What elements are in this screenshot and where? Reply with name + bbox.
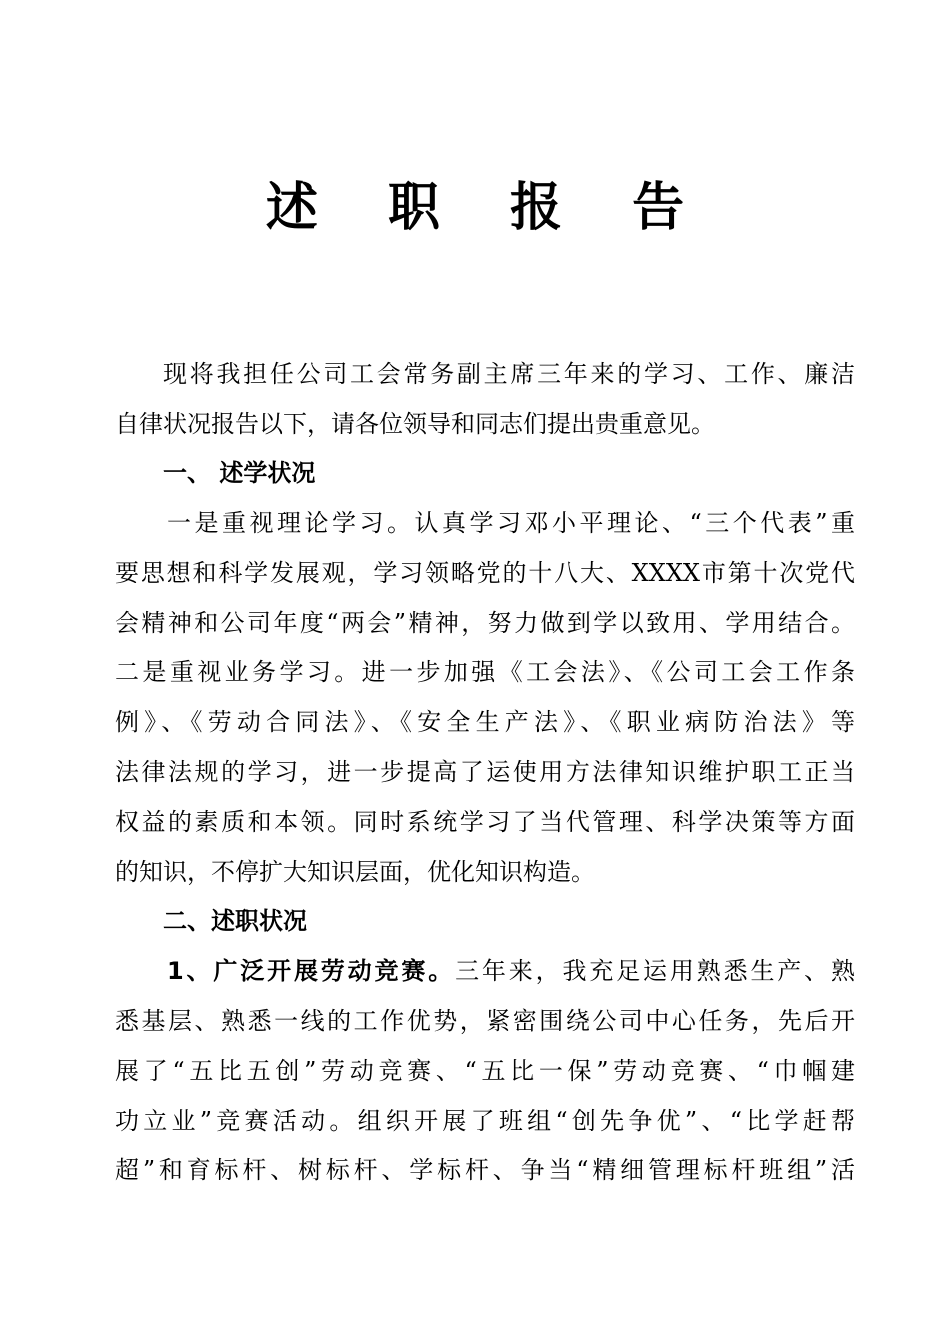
section1-line-7: 权益的素质和本领。同时系统学习了当代管理、科学决策等方面 (115, 808, 855, 836)
section2-line-5: 超”和育标杆、树标杆、学标杆、争当“精细管理标杆班组”活 (115, 1156, 855, 1184)
item1-title: 1、广泛开展劳动竞赛。 (167, 957, 456, 985)
section-heading-1: 一、 述学状况 (163, 459, 316, 487)
section1-line-3: 会精神和公司年度“两会”精神，努力做到学以致用、学用结合。 (115, 609, 855, 637)
section2-line-1 (115, 954, 855, 988)
section1-line-2: 要思想和科学发展观，学习领略党的十八大、XXXX市第十次党代 (115, 559, 855, 587)
section1-line-4: 二是重视业务学习。进一步加强《工会法》、《公司工会工作条 (115, 658, 855, 686)
section2-line-4: 功立业”竞赛活动。组织开展了班组“创先争优”、“比学赶帮 (115, 1107, 855, 1135)
section1-line-6: 法律法规的学习，进一步提高了运使用方法律知识维护职工正当 (115, 758, 855, 786)
section1-line-5: 例》、《劳动合同法》、《安全生产法》、《职业病防治法》等 (115, 708, 855, 736)
section-heading-2: 二、述职状况 (163, 907, 307, 935)
page-title: 述 职 报 告 (265, 178, 711, 238)
intro-line-1: 现将我担任公司工会常务副主席三年来的学习、工作、廉洁 (163, 360, 855, 388)
section1-line-8: 的知识，不停扩大知识层面，优化知识构造。 (115, 858, 595, 886)
intro-line-2: 自律状况报告以下，请各位领导和同志们提出贵重意见。 (115, 410, 715, 438)
section2-line-3: 展了“五比五创”劳动竞赛、“五比一保”劳动竞赛、“巾帼建 (115, 1057, 855, 1085)
section1-line-1: 一是重视理论学习。认真学习邓小平理论、“三个代表”重 (167, 509, 855, 537)
item1-first-text: 三年来，我充足运用熟悉生产、熟 (455, 957, 855, 985)
section2-line-2: 悉基层、熟悉一线的工作优势，紧密围绕公司中心任务，先后开 (115, 1007, 855, 1035)
